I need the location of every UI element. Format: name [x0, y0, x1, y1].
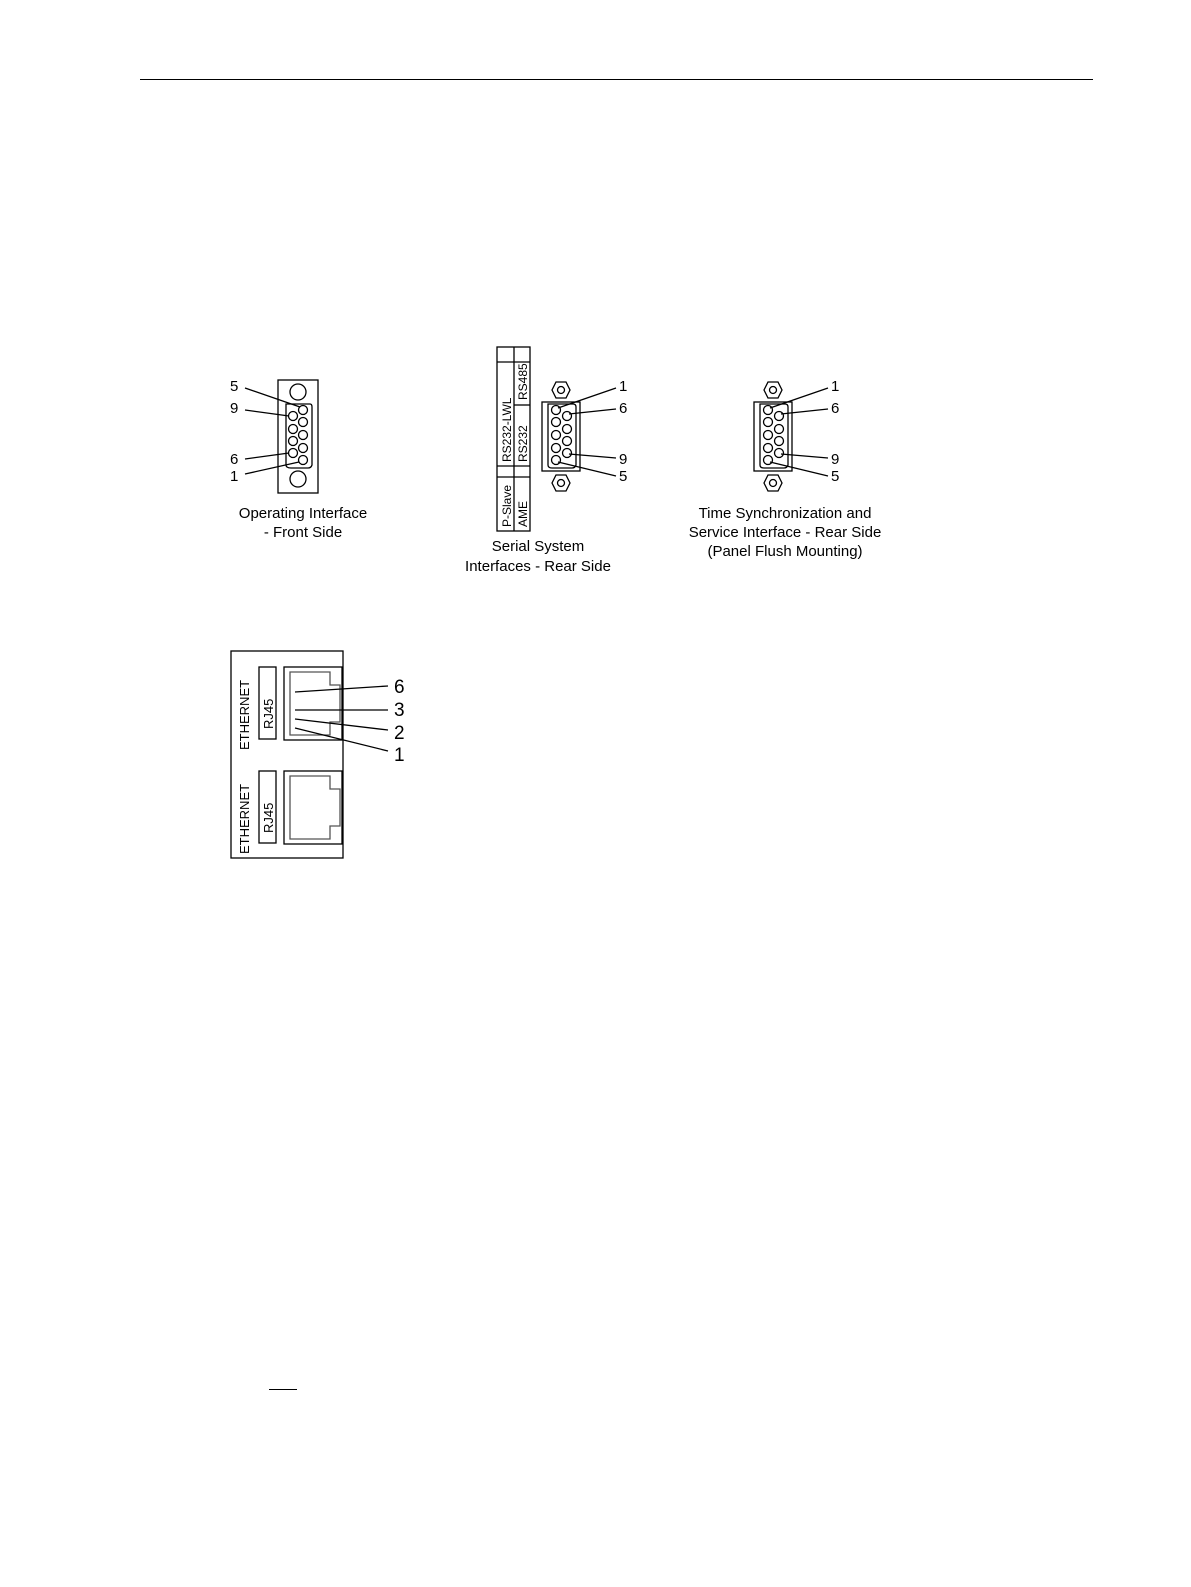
label-rs232: RS232: [516, 425, 530, 462]
op-pin: [299, 444, 308, 453]
serial-caption-line: Serial System: [491, 538, 585, 555]
rj45-port-1-frame: [284, 667, 342, 740]
eth-pin-label: 3: [394, 700, 405, 721]
rj45-label-2: RJ45: [261, 802, 276, 833]
rj45-port-2-frame: [284, 771, 342, 844]
hex-screw-top: [764, 382, 782, 398]
serial-leader: [558, 462, 616, 476]
serial-interfaces-diagram: [497, 347, 616, 531]
op-pin: [299, 418, 308, 427]
op-caption-line: - Front Side: [263, 524, 343, 541]
rj45-label-1: RJ45: [261, 698, 276, 729]
op-pin: [289, 412, 298, 421]
label-p-slave: P-Slave: [500, 484, 514, 527]
label-ame: AME: [516, 500, 530, 527]
timesync-leader: [770, 462, 828, 476]
op-mount-hole-bottom: [290, 471, 306, 487]
op-pin-label: 5: [230, 378, 239, 395]
timesync-pin-label: 6: [831, 400, 840, 417]
serial-caption-line: Interfaces - Rear Side: [465, 558, 611, 575]
timesync-pin-label: 5: [831, 468, 840, 485]
rj45-port-1-socket: [290, 672, 340, 735]
timesync-caption-line: Time Synchronization and: [698, 505, 872, 522]
ethernet-label-1: ETHERNET: [237, 679, 252, 750]
op-leader: [245, 453, 289, 459]
label-rs485: RS485: [516, 363, 530, 400]
ethernet-diagram: [231, 651, 388, 858]
timesync-caption-line: Service Interface - Rear Side: [688, 524, 882, 541]
eth-pin-label: 2: [394, 723, 405, 744]
serial-pin-label: 9: [619, 451, 628, 468]
hex-screw-bottom: [764, 475, 782, 491]
ethernet-label-2: ETHERNET: [237, 783, 252, 854]
serial-pin-label: 6: [619, 400, 628, 417]
op-pin: [289, 449, 298, 458]
op-mount-hole-top: [290, 384, 306, 400]
timesync-pin-label: 9: [831, 451, 840, 468]
time-sync-interface-diagram: [754, 382, 828, 491]
op-caption-line: Operating Interface: [238, 505, 368, 522]
op-pin: [299, 431, 308, 440]
hex-screw-bottom: [552, 475, 570, 491]
op-leader: [245, 410, 289, 416]
op-pin-label: 1: [230, 468, 239, 485]
op-pin: [289, 425, 298, 434]
hex-screw-top: [552, 382, 570, 398]
operating-interface-diagram: [245, 380, 318, 493]
label-rs232-lwl: RS232-LWL: [500, 397, 514, 462]
rj45-port-2-socket: [290, 776, 340, 839]
op-pin: [289, 437, 298, 446]
serial-pin-label: 1: [619, 378, 628, 395]
eth-pin-label: 6: [394, 677, 405, 698]
serial-pin-label: 5: [619, 468, 628, 485]
eth-pin-label: 1: [394, 745, 405, 766]
op-pin-label: 6: [230, 451, 239, 468]
timesync-caption-line: (Panel Flush Mounting): [707, 543, 863, 560]
op-pin-label: 9: [230, 400, 239, 417]
timesync-pin-label: 1: [831, 378, 840, 395]
op-pin: [299, 456, 308, 465]
